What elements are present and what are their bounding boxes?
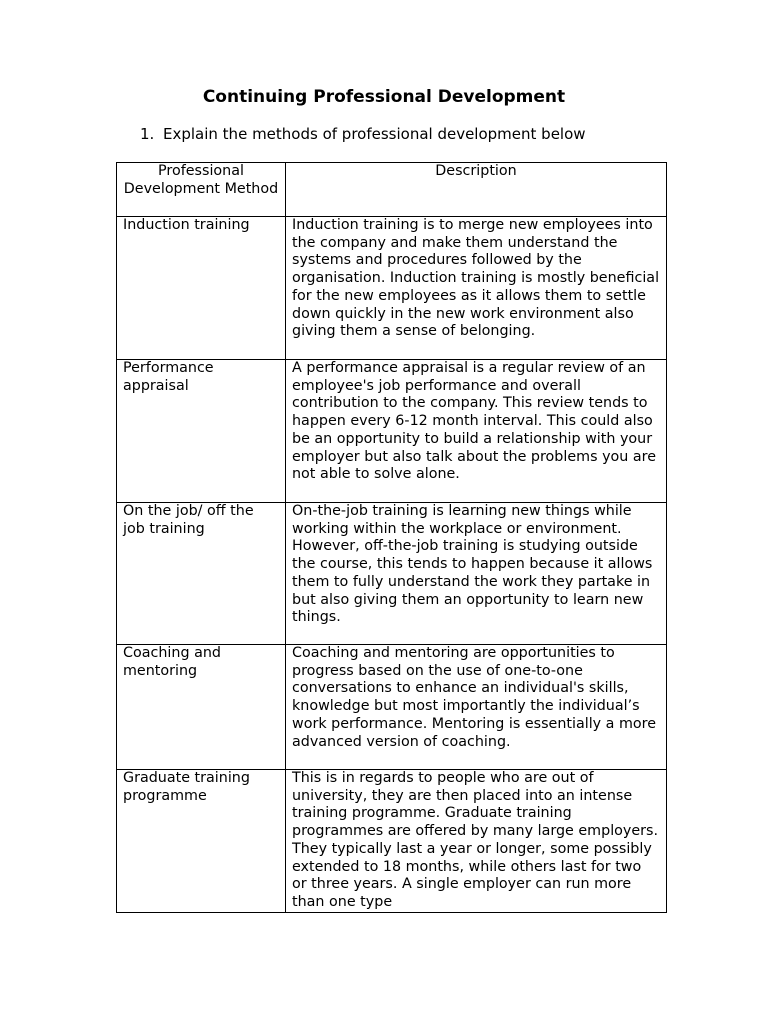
method-cell: Performance appraisal [117,360,286,503]
header-method: Professional Development Method [117,163,286,217]
method-cell: On the job/ off the job training [117,503,286,645]
description-cell: Coaching and mentoring are opportunities to progress based on the use of one-to-one conversations to enhance an individual's skills, knowledge but most importantly the individual’s work performance. Mentoring is essentially a more advanced version of coaching. [286,645,667,770]
description-cell: Induction training is to merge new employees into the company and make them understand the systems and procedures followed by the organisation. Induction training is mostly beneficial for the new employees as it allows them to settle down quickly in the new work environment also giving them a sense of belonging. [286,217,667,360]
page-title: Continuing Professional Development [202,87,566,107]
table-row [117,770,667,913]
table-row [117,360,667,503]
table-row [117,645,667,770]
table-row [117,217,667,360]
table-row [117,503,667,645]
question-1 [140,124,586,144]
method-cell: Coaching and mentoring [117,645,286,770]
question-text: Explain the methods of professional development below [163,125,586,143]
method-cell: Graduate training programme [117,770,286,913]
method-cell: Induction training [117,217,286,360]
description-cell: On-the-job training is learning new things while working within the workplace or environment. However, off-the-job training is studying outside the course, this tends to happen because it allows them to fully understand the work they partake in but also giving them an opportunity to learn new things. [286,503,667,645]
description-cell: This is in regards to people who are out of university, they are then placed into an intense training programme. Graduate training programmes are offered by many large employers. They typically last a year or longer, some possibly extended to 18 months, while others last for two or three years. A single employer can run more than one type [286,770,667,913]
question-number: 1. [140,125,155,143]
header-description: Description [286,163,667,217]
table-header-row [117,163,667,217]
professional-development-table [116,162,667,913]
description-cell: A performance appraisal is a regular review of an employee's job performance and overall contribution to the company. This review tends to happen every 6-12 month interval. This could also be an opportunity to build a relationship with your employer but also talk about the problems you are not able to solve alone. [286,360,667,503]
